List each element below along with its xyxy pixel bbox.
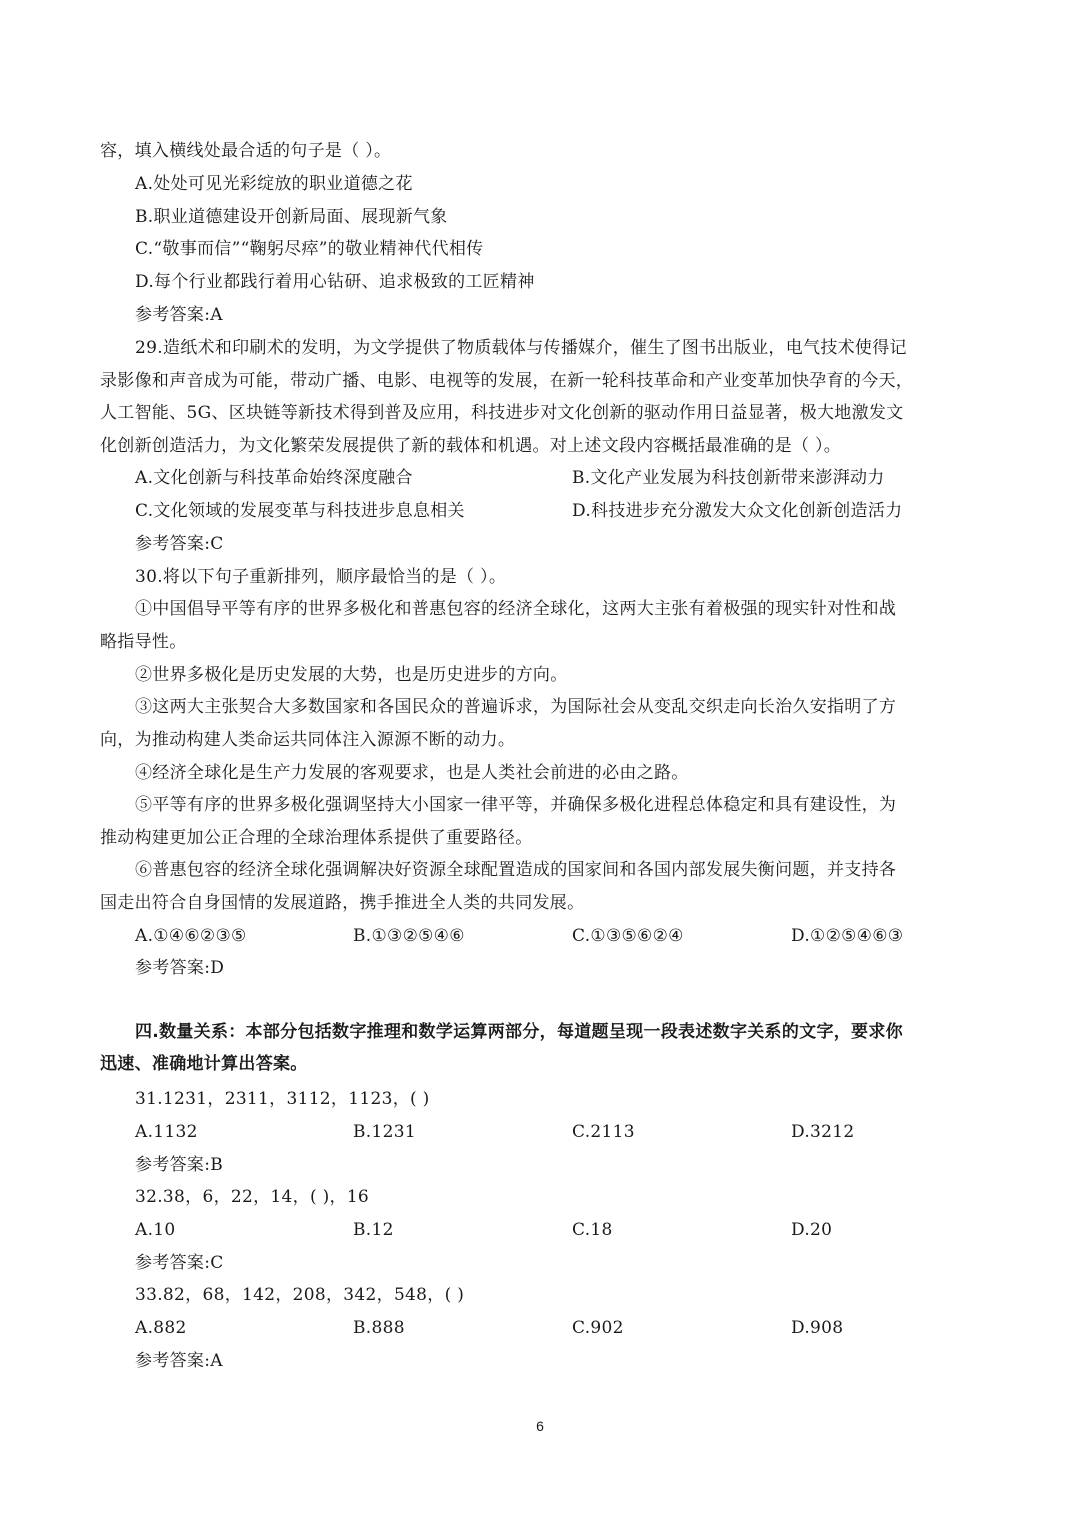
q30-line-10: 国走出符合自身国情的发展道路，携手推进全人类的共同发展。: [100, 893, 585, 913]
q33-answer: 参考答案:A: [135, 1351, 223, 1371]
q30-line-3: ②世界多极化是历史发展的大势，也是历史进步的方向。: [135, 665, 568, 685]
q30-line-4: ③这两大主张契合大多数国家和各国民众的普遍诉求，为国际社会从变乱交织走向长治久安指明了方: [135, 697, 897, 717]
q31-option-d: D.3212: [791, 1122, 855, 1142]
q31-option-b: B.1231: [353, 1122, 416, 1142]
q31-option-a: A.1132: [135, 1122, 198, 1142]
q30-option-c: C.①③⑤⑥②④: [572, 926, 684, 946]
q29-line-2: 录影像和声音成为可能，带动广播、电影、电视等的发展，在新一轮科技革命和产业变革加快孕育的今天，: [100, 371, 914, 391]
q28-option-b: B.职业道德建设开创新局面、展现新气象: [135, 207, 448, 227]
q29-answer: 参考答案:C: [135, 534, 224, 554]
q31-stem: 31.1231，2311，3112，1123，( ): [135, 1089, 430, 1109]
q30-stem: 30.将以下句子重新排列，顺序最恰当的是（ ）。: [135, 567, 507, 587]
q30-line-5: 向，为推动构建人类命运共同体注入源源不断的动力。: [100, 730, 516, 750]
q29-option-c: C.文化领域的发展变革与科技进步息息相关: [135, 501, 465, 521]
q29-line-4: 化创新创造活力，为文化繁荣发展提供了新的载体和机遇。对上述文段内容概括最准确的是（ ）。: [100, 436, 842, 456]
q31-answer: 参考答案:B: [135, 1155, 224, 1175]
q33-option-c: C.902: [572, 1318, 624, 1338]
q32-option-c: C.18: [572, 1220, 613, 1240]
q32-option-b: B.12: [353, 1220, 394, 1240]
q30-line-1: ①中国倡导平等有序的世界多极化和普惠包容的经济全球化，这两大主张有着极强的现实针对性和战: [135, 599, 897, 619]
q28-option-c: C.“敬事而信”“鞠躬尽瘁”的敬业精神代代相传: [135, 239, 484, 259]
q30-line-9: ⑥普惠包容的经济全球化强调解决好资源全球配置造成的国家间和各国内部发展失衡问题，并支持各: [135, 860, 897, 880]
q33-option-a: A.882: [135, 1318, 187, 1338]
q32-stem: 32.38，6，22，14，( )，16: [135, 1187, 370, 1207]
q30-line-8: 推动构建更加公正合理的全球治理体系提供了重要路径。: [100, 828, 533, 848]
q28-option-d: D.每个行业都践行着用心钻研、追求极致的工匠精神: [135, 272, 535, 292]
q29-line-3: 人工智能、5G、区块链等新技术得到普及应用，科技进步对文化创新的驱动作用日益显著，极大地激发文: [100, 403, 904, 423]
q30-option-a: A.①④⑥②③⑤: [135, 926, 247, 946]
q29-option-d: D.科技进步充分激发大众文化创新创造活力: [572, 501, 903, 521]
q30-line-2: 略指导性。: [100, 632, 187, 652]
page-number: 6: [536, 1418, 544, 1434]
q32-option-d: D.20: [791, 1220, 833, 1240]
q28-stem-tail: 容，填入横线处最合适的句子是（ ）。: [100, 141, 392, 161]
q28-option-a: A.处处可见光彩绽放的职业道德之花: [135, 174, 413, 194]
q29-option-b: B.文化产业发展为科技创新带来澎湃动力: [572, 468, 885, 488]
q30-option-b: B.①③②⑤④⑥: [353, 926, 465, 946]
q33-option-b: B.888: [353, 1318, 405, 1338]
q29-line-1: 29.造纸术和印刷术的发明，为文学提供了物质载体与传播媒介，催生了图书出版业，电气技术使得记: [135, 338, 907, 358]
q29-option-a: A.文化创新与科技革命始终深度融合: [135, 468, 413, 488]
q32-option-a: A.10: [135, 1220, 176, 1240]
q30-answer: 参考答案:D: [135, 958, 225, 978]
q31-option-c: C.2113: [572, 1122, 635, 1142]
q33-option-d: D.908: [791, 1318, 844, 1338]
section-4-heading-line-1: 四.数量关系：本部分包括数字推理和数学运算两部分，每道题呈现一段表述数字关系的文字，要求你: [135, 1022, 903, 1042]
q30-line-7: ⑤平等有序的世界多极化强调坚持大小国家一律平等，并确保多极化进程总体稳定和具有建设性，为: [135, 795, 897, 815]
section-4-heading-line-2: 迅速、准确地计算出答案。: [100, 1054, 308, 1074]
q30-line-6: ④经济全球化是生产力发展的客观要求，也是人类社会前进的必由之路。: [135, 763, 689, 783]
q33-stem: 33.82，68，142，208，342，548，( ): [135, 1285, 465, 1305]
q32-answer: 参考答案:C: [135, 1253, 224, 1273]
q30-option-d: D.①②⑤④⑥③: [791, 926, 904, 946]
q28-answer: 参考答案:A: [135, 305, 223, 325]
